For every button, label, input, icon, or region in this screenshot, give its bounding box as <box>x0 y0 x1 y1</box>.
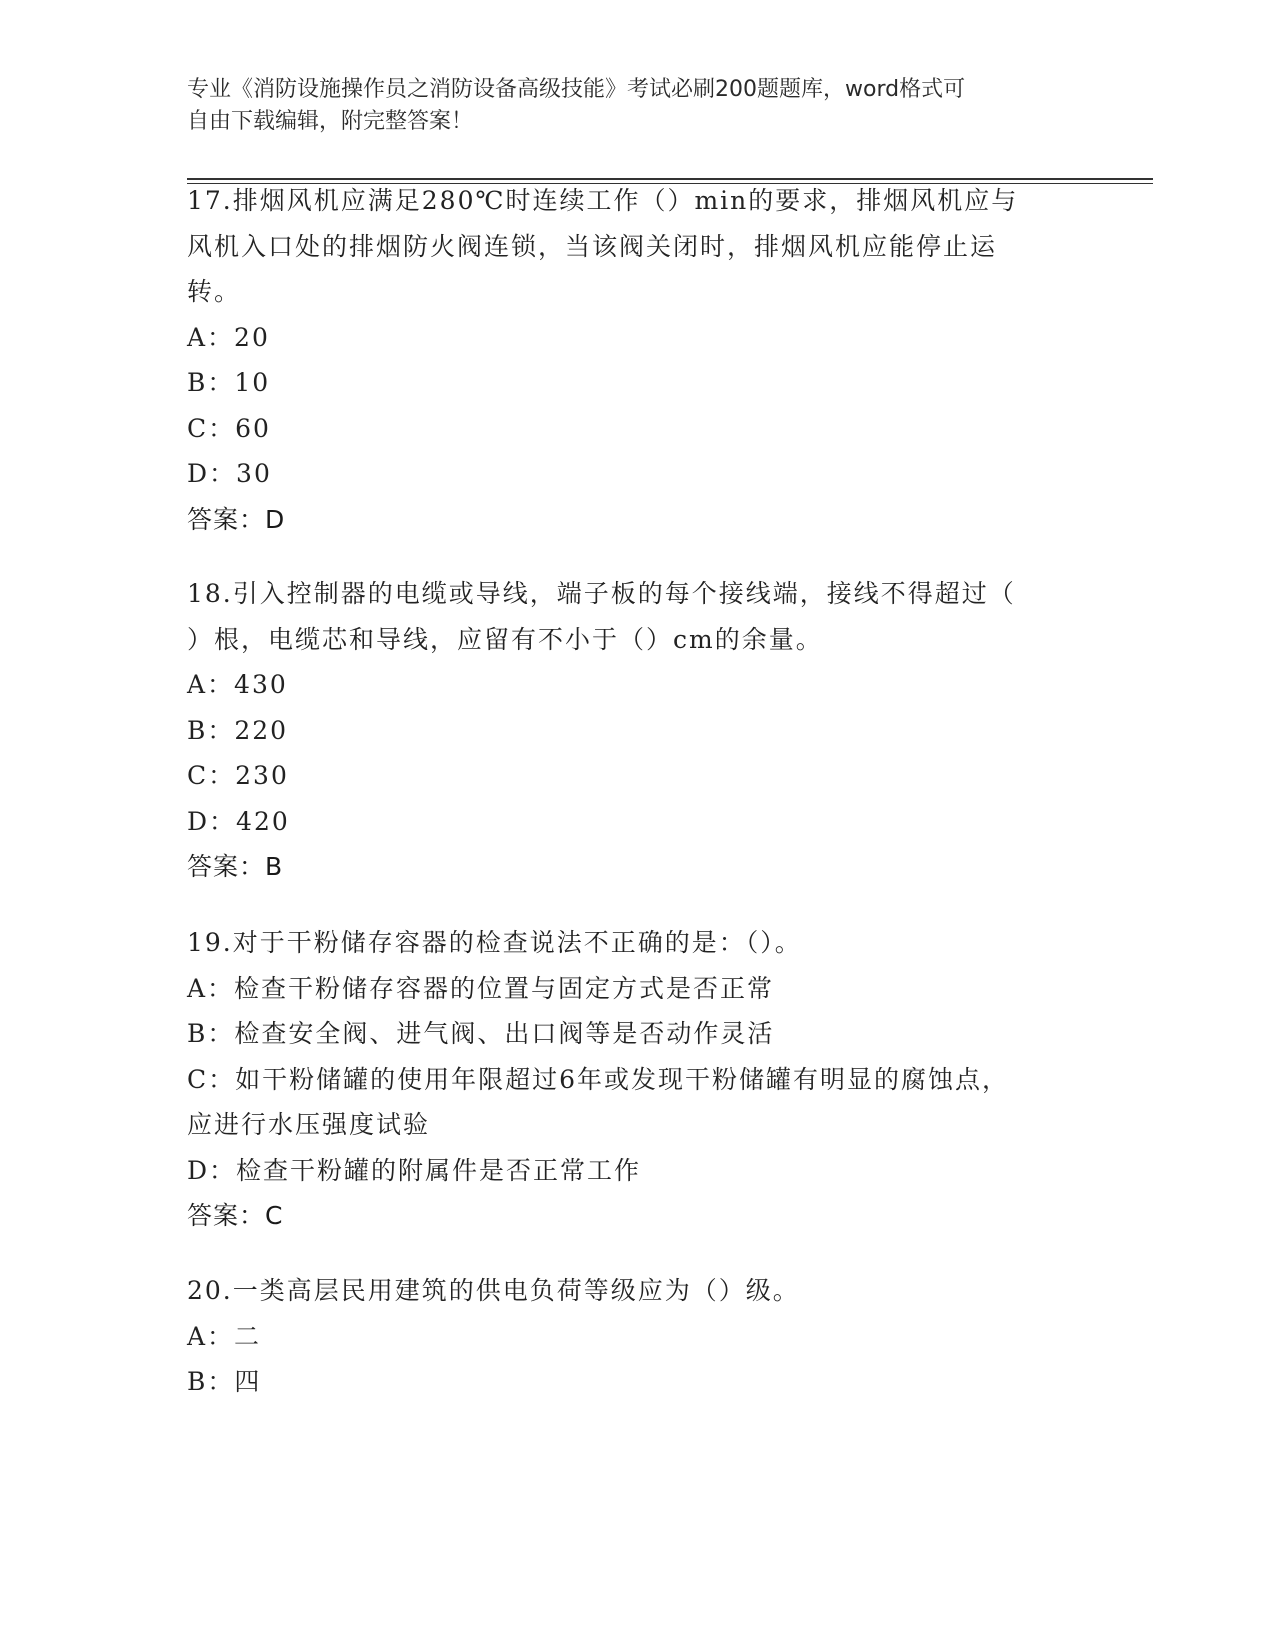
document-header <box>187 74 1067 138</box>
option-c: C：如干粉储罐的使用年限超过6年或发现干粉储罐有明显的腐蚀点， <box>187 1064 1010 1094</box>
option-b: B：10 <box>187 368 271 397</box>
header-line-2: 自由下载编辑，附完整答案！ <box>187 109 474 134</box>
option-c-continued: 应进行水压强度试验 <box>187 1110 431 1139</box>
option-a: A：检查干粉储存容器的位置与固定方式是否正常 <box>187 973 775 1003</box>
question-19 <box>187 920 1067 1239</box>
option-a: A：430 <box>187 670 288 699</box>
question-stem-line: 17.排烟风机应满足280℃时连续工作（）min的要求，排烟风机应与 <box>187 186 1019 215</box>
question-stem-line: 18.引入控制器的电缆或导线，端子板的每个接线端，接线不得超过（ <box>187 579 1016 608</box>
option-c: C：60 <box>187 413 271 443</box>
option-b: B：220 <box>187 715 289 745</box>
option-c: C：230 <box>187 761 289 790</box>
option-b: B：四 <box>187 1367 262 1396</box>
question-stem-line: 风机入口处的排烟防火阀连锁，当该阀关闭时，排烟风机应能停止运 <box>187 231 998 261</box>
question-stem-line: ）根，电缆芯和导线，应留有不小于（）cm的余量。 <box>187 624 823 654</box>
option-d: D：420 <box>187 806 290 836</box>
header-line-1: 专业《消防设施操作员之消防设备高级技能》考试必刷200题题库，word格式可 <box>187 77 966 102</box>
option-d: D：30 <box>187 459 272 488</box>
answer-line: 答案：D <box>187 504 286 534</box>
question-stem-line: 转。 <box>187 277 242 306</box>
option-a: A：20 <box>187 322 270 352</box>
question-20 <box>187 1268 1067 1405</box>
option-a: A：二 <box>187 1321 262 1351</box>
answer-line: 答案：C <box>187 1201 284 1230</box>
answer-line: 答案：B <box>187 852 284 881</box>
option-b: B：检查安全阀、进气阀、出口阀等是否动作灵活 <box>187 1019 775 1048</box>
question-17 <box>187 178 1067 543</box>
question-stem-line: 19.对于干粉储存容器的检查说法不正确的是：（）。 <box>187 928 802 957</box>
option-d: D：检查干粉罐的附属件是否正常工作 <box>187 1155 642 1185</box>
question-18 <box>187 571 1067 890</box>
question-stem-line: 20.一类高层民用建筑的供电负荷等级应为（）级。 <box>187 1276 800 1305</box>
